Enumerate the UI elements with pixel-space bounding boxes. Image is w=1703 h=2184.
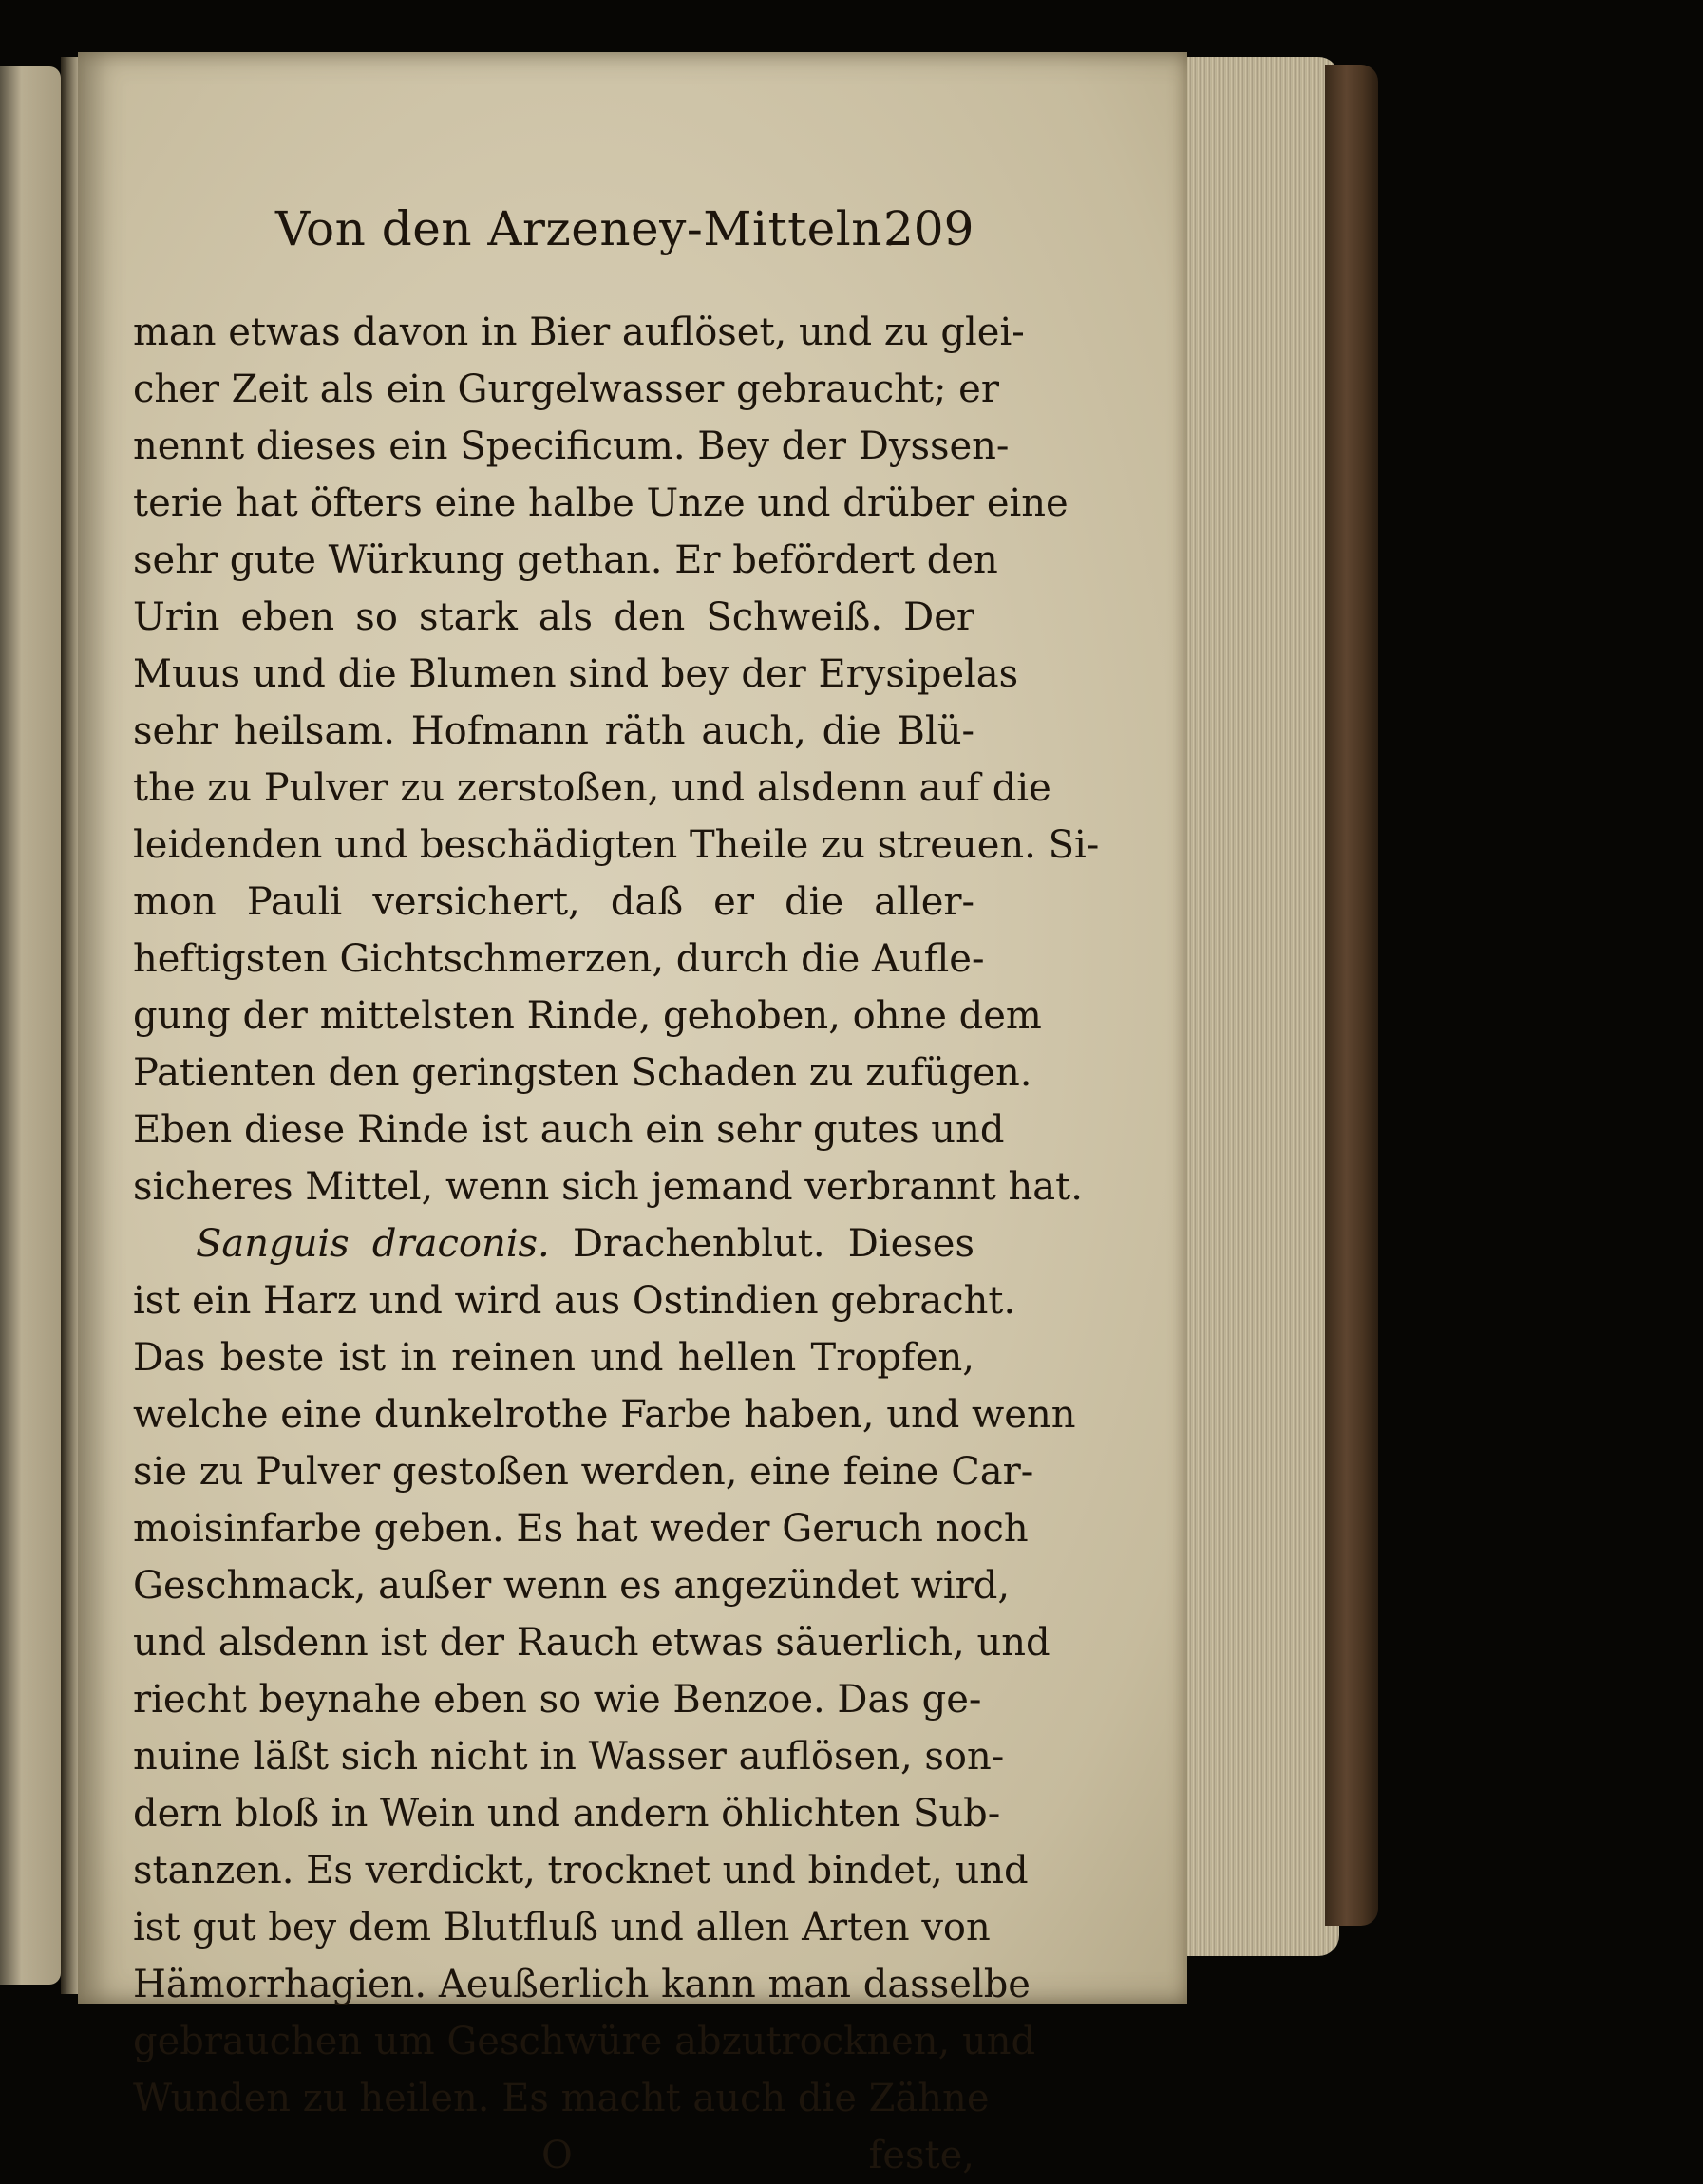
text-line: Urin eben so stark als den Schweiß. Der — [133, 595, 974, 639]
latin-term: Sanguis draconis. — [196, 1222, 550, 1266]
signature-mark: O — [541, 2134, 573, 2177]
text-line: welche eine dunkelrothe Farbe haben, und wenn — [133, 1393, 1076, 1437]
text-line: Muus und die Blumen sind bey der Erysipelas — [133, 652, 1019, 696]
text-line: Eben diese Rinde ist auch ein sehr gutes und — [133, 1108, 1005, 1152]
text-line: leidenden und beschädigten Theile zu streuen. Si- — [133, 823, 1100, 867]
text-line: nennt dieses ein Specificum. Bey der Dyssen- — [133, 424, 1010, 468]
body-text — [133, 304, 1100, 2127]
page-block-edge — [1178, 57, 1339, 1956]
text-line: sicheres Mittel, wenn sich jemand verbrannt hat. — [133, 1165, 1083, 1209]
text-line: Wunden zu heilen. Es macht auch die Zähne — [133, 2077, 990, 2120]
running-head: Von den Arzeney-Mitteln. — [275, 201, 899, 256]
text-line: gebrauchen um Geschwüre abzutrocknen, und — [133, 2020, 1036, 2063]
text-line: dern bloß in Wein und andern öhlichten Sub- — [133, 1792, 1001, 1836]
text-line: man etwas davon in Bier auflöset, und zu glei- — [133, 311, 1025, 354]
text-line: stanzen. Es verdickt, trocknet und bindet, und — [133, 1849, 1029, 1892]
text-line: mon Pauli versichert, daß er die aller- — [133, 880, 974, 924]
previous-page-edge — [0, 66, 61, 1985]
text-line: und alsdenn ist der Rauch etwas säuerlich, und — [133, 1621, 1050, 1665]
text-line: cher Zeit als ein Gurgelwasser gebraucht; er — [133, 367, 999, 411]
catchword: feste, — [868, 2134, 974, 2177]
text-line: Das beste ist in reinen und hellen Tropfen, — [133, 1336, 974, 1380]
text-line: ist ein Harz und wird aus Ostindien gebracht. — [133, 1279, 1016, 1323]
text-line: Geschmack, außer wenn es angezündet wird, — [133, 1564, 1011, 1608]
section-first-line — [133, 1215, 974, 1272]
text-line: sehr heilsam. Hofmann räth auch, die Blü- — [133, 709, 974, 753]
text-line: sehr gute Würkung gethan. Er befördert den — [133, 538, 998, 582]
text-line: heftigsten Gichtschmerzen, durch die Aufle- — [133, 937, 985, 981]
text-line: sie zu Pulver gestoßen werden, eine feine Car- — [133, 1450, 1034, 1494]
text-line: the zu Pulver zu zerstoßen, und alsdenn auf die — [133, 766, 1051, 810]
text-line: Patienten den geringsten Schaden zu zufügen. — [133, 1051, 1032, 1095]
page-footer — [133, 2127, 974, 2184]
text-line: terie hat öfters eine halbe Unze und drüber eine — [133, 481, 1069, 525]
page-header — [133, 201, 988, 268]
text-line: moisinfarbe geben. Es hat weder Geruch noch — [133, 1507, 1029, 1551]
text-line: riecht beynahe eben so wie Benzoe. Das ge- — [133, 1678, 982, 1722]
page-text — [133, 201, 1100, 2184]
text-line: Hämorrhagien. Aeußerlich kann man dasselbe — [133, 1963, 1031, 2006]
book-cover-edge — [1325, 65, 1378, 1926]
section-first-line-rest: Drachenblut. Dieses — [572, 1222, 974, 1266]
text-line: ist gut bey dem Blutfluß und allen Arten von — [133, 1906, 991, 1949]
page-number: 209 — [883, 201, 974, 256]
text-line: gung der mittelsten Rinde, gehoben, ohne dem — [133, 994, 1042, 1038]
text-line: nuine läßt sich nicht in Wasser auflösen, son- — [133, 1735, 1005, 1779]
